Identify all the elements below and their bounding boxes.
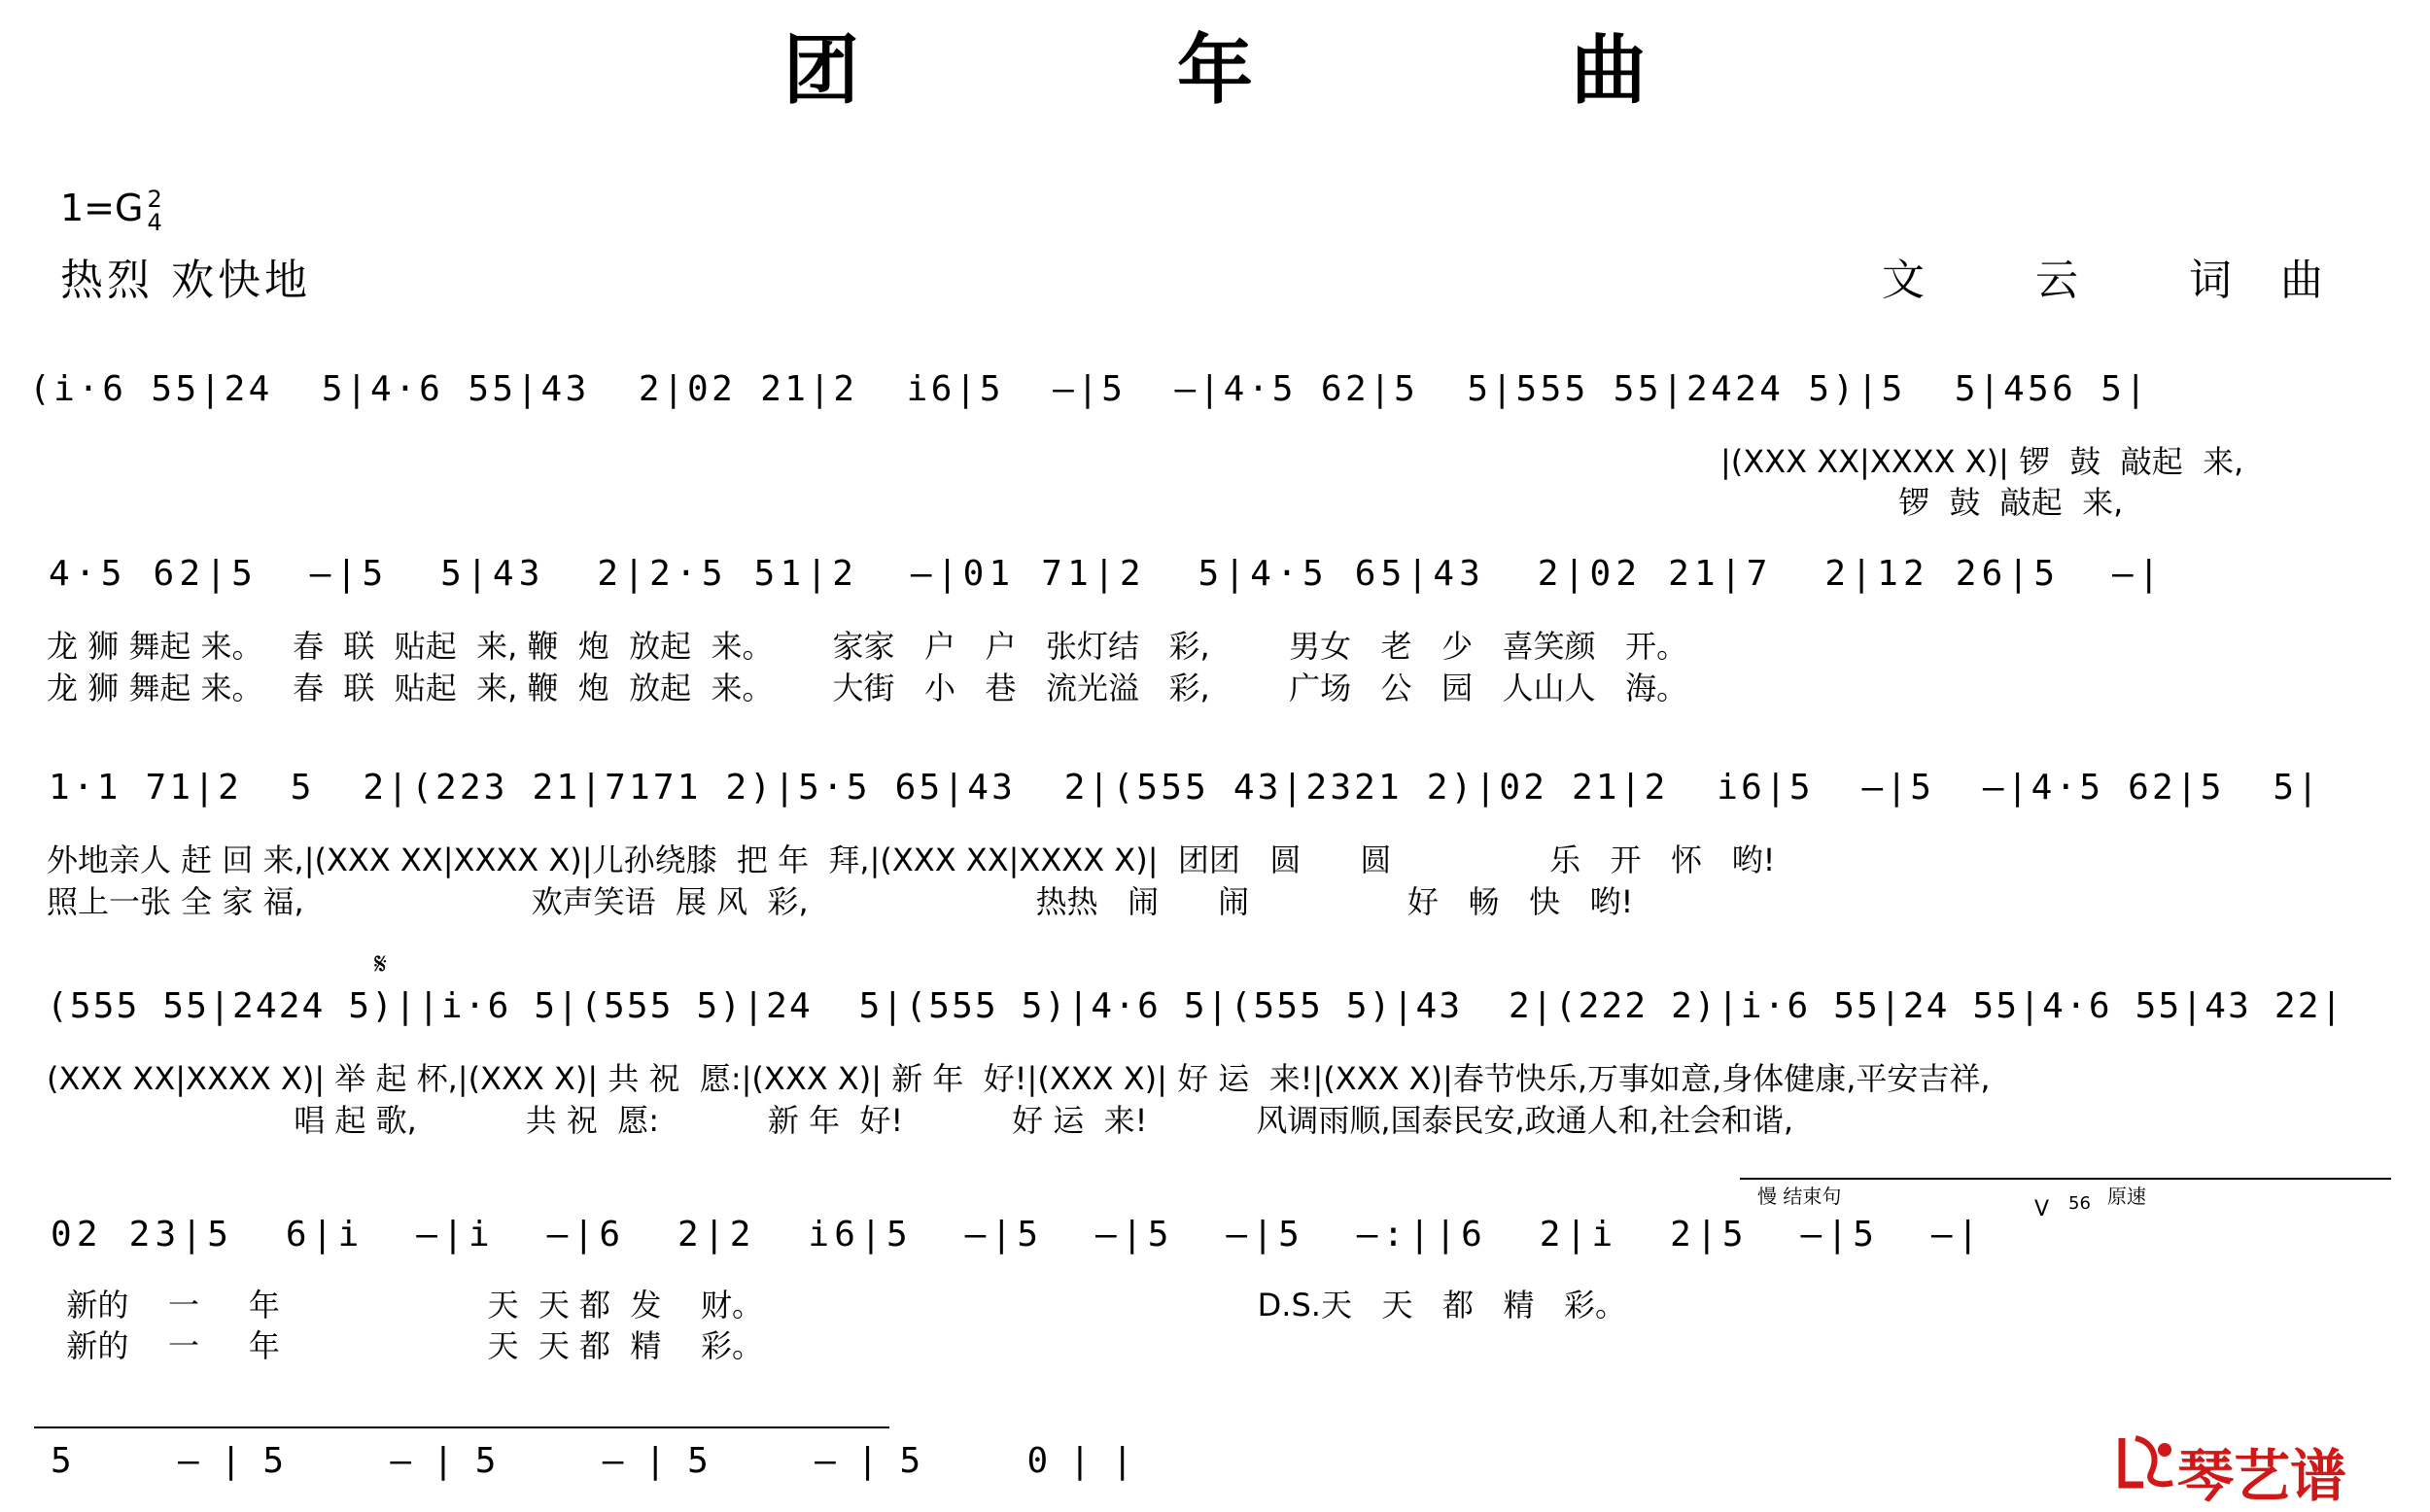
coda-small-notes: 56: [2068, 1193, 2091, 1214]
notes-row-5: 02 23|5 6|i —|i —|6 2|2 i6|5 —|5 —|5 —|5 —:||6 2|i 2|5 —|5 —|: [51, 1215, 1984, 1254]
logo-text: 琴艺谱: [2177, 1443, 2347, 1509]
lyrics-row-1-line-1: |(XXX XX|XXXX X)| 锣 鼓 敲起 来,: [1720, 443, 2244, 480]
qinyipu-logo-icon: [2114, 1428, 2182, 1496]
segno-sign: 𝄋: [374, 947, 387, 981]
tempo-marking: 热烈 欢快地: [60, 256, 311, 305]
coda-slow-label: 慢 结束句: [1757, 1185, 1842, 1208]
notes-row-3: 1·1 71|2 5 2|(223 21|7171 2)|5·5 65|43 2|(555 43|2321 2)|02 21|2 i6|5 —|5 —|4·5 62|5 5|: [49, 768, 2322, 808]
time-bottom: 4: [147, 208, 162, 236]
lyrics-row-2-line-1: 龙 狮 舞起 来。 春 联 贴起 来, 鞭 炮 放起 来。 家家 户 户 张灯结 彩, 男女 老 少 喜笑颜 开。: [47, 628, 1688, 665]
score-row-4: [0, 986, 2430, 1045]
time-signature: [147, 185, 162, 236]
score-title: 团 年 曲: [782, 27, 1793, 115]
author-credit: 文 云 词曲: [1882, 256, 2372, 305]
key-signature: [60, 187, 162, 234]
time-top: 2: [147, 185, 162, 213]
coda-tempo-back: 原速: [2107, 1185, 2146, 1208]
lyrics-row-5-line-2: 新的 一 年 天 天 都 精 彩。: [47, 1327, 764, 1364]
row-6-tie-line: [34, 1426, 889, 1428]
lyrics-row-1-line-2: 锣 鼓 敲起 来,: [1720, 484, 2124, 521]
lyrics-row-2-line-2: 龙 狮 舞起 来。 春 联 贴起 来, 鞭 炮 放起 来。 大街 小 巷 流光溢 彩, 广场 公 园 人山人 海。: [47, 670, 1688, 706]
lyrics-row-4-line-2: 唱 起 歌, 共 祝 愿: 新 年 好! 好 运 来! 风调雨顺,国泰民安,政通人和,社会和谐,: [47, 1102, 1794, 1139]
score-row-5: [0, 1215, 2430, 1273]
notes-row-4: (555 55|2424 5)||i·6 5|(555 5)|24 5|(555 5)|4·6 5|(555 5)|43 2|(222 2)|i·6 55|24 55|4·6 55|43 22|: [47, 986, 2344, 1026]
notes-row-6: 5 —|5 —|5 —|5 —|5 0||: [51, 1441, 1155, 1481]
score-row-2: [0, 554, 2430, 612]
notes-row-2: 4·5 62|5 —|5 5|43 2|2·5 51|2 —|01 71|2 5|4·5 65|43 2|02 21|7 2|12 26|5 —|: [49, 554, 2165, 594]
lyrics-row-5-line-1: 新的 一 年 天 天 都 发 财。 D.S.天 天 都 精 彩。: [47, 1287, 1627, 1323]
notes-row-1: (i·6 55|24 5|4·6 55|43 2|02 21|2 i6|5 —|5 —|4·5 62|5 5|555 55|2424 5)|5 5|456 5|: [29, 369, 2150, 409]
coda-breath-mark: V: [2034, 1197, 2050, 1221]
key-label: 1=G: [60, 187, 144, 229]
lyrics-row-4-line-1: (XXX XX|XXXX X)| 举 起 杯,|(XXX X)| 共 祝 愿:|(XXX X)| 新 年 好!|(XXX X)| 好 运 来!|(XXX X)|春节快乐,万事如意,身体健康,平安吉祥,: [47, 1060, 1991, 1097]
lyrics-row-3-line-2: 照上一张 全 家 福, 欢声笑语 展 风 彩, 热热 闹 闹 好 畅 快 哟!: [47, 883, 1634, 920]
score-row-1: [0, 369, 2430, 428]
score-row-6: [0, 1441, 2430, 1499]
coda-bracket-line: [1740, 1178, 2391, 1180]
lyrics-row-3-line-1: 外地亲人 赶 回 来,|(XXX XX|XXXX X)|儿孙绕膝 把 年 拜,|(XXX XX|XXXX X)| 团团 圆 圆 乐 开 怀 哟!: [47, 842, 1776, 878]
score-row-3: [0, 768, 2430, 826]
